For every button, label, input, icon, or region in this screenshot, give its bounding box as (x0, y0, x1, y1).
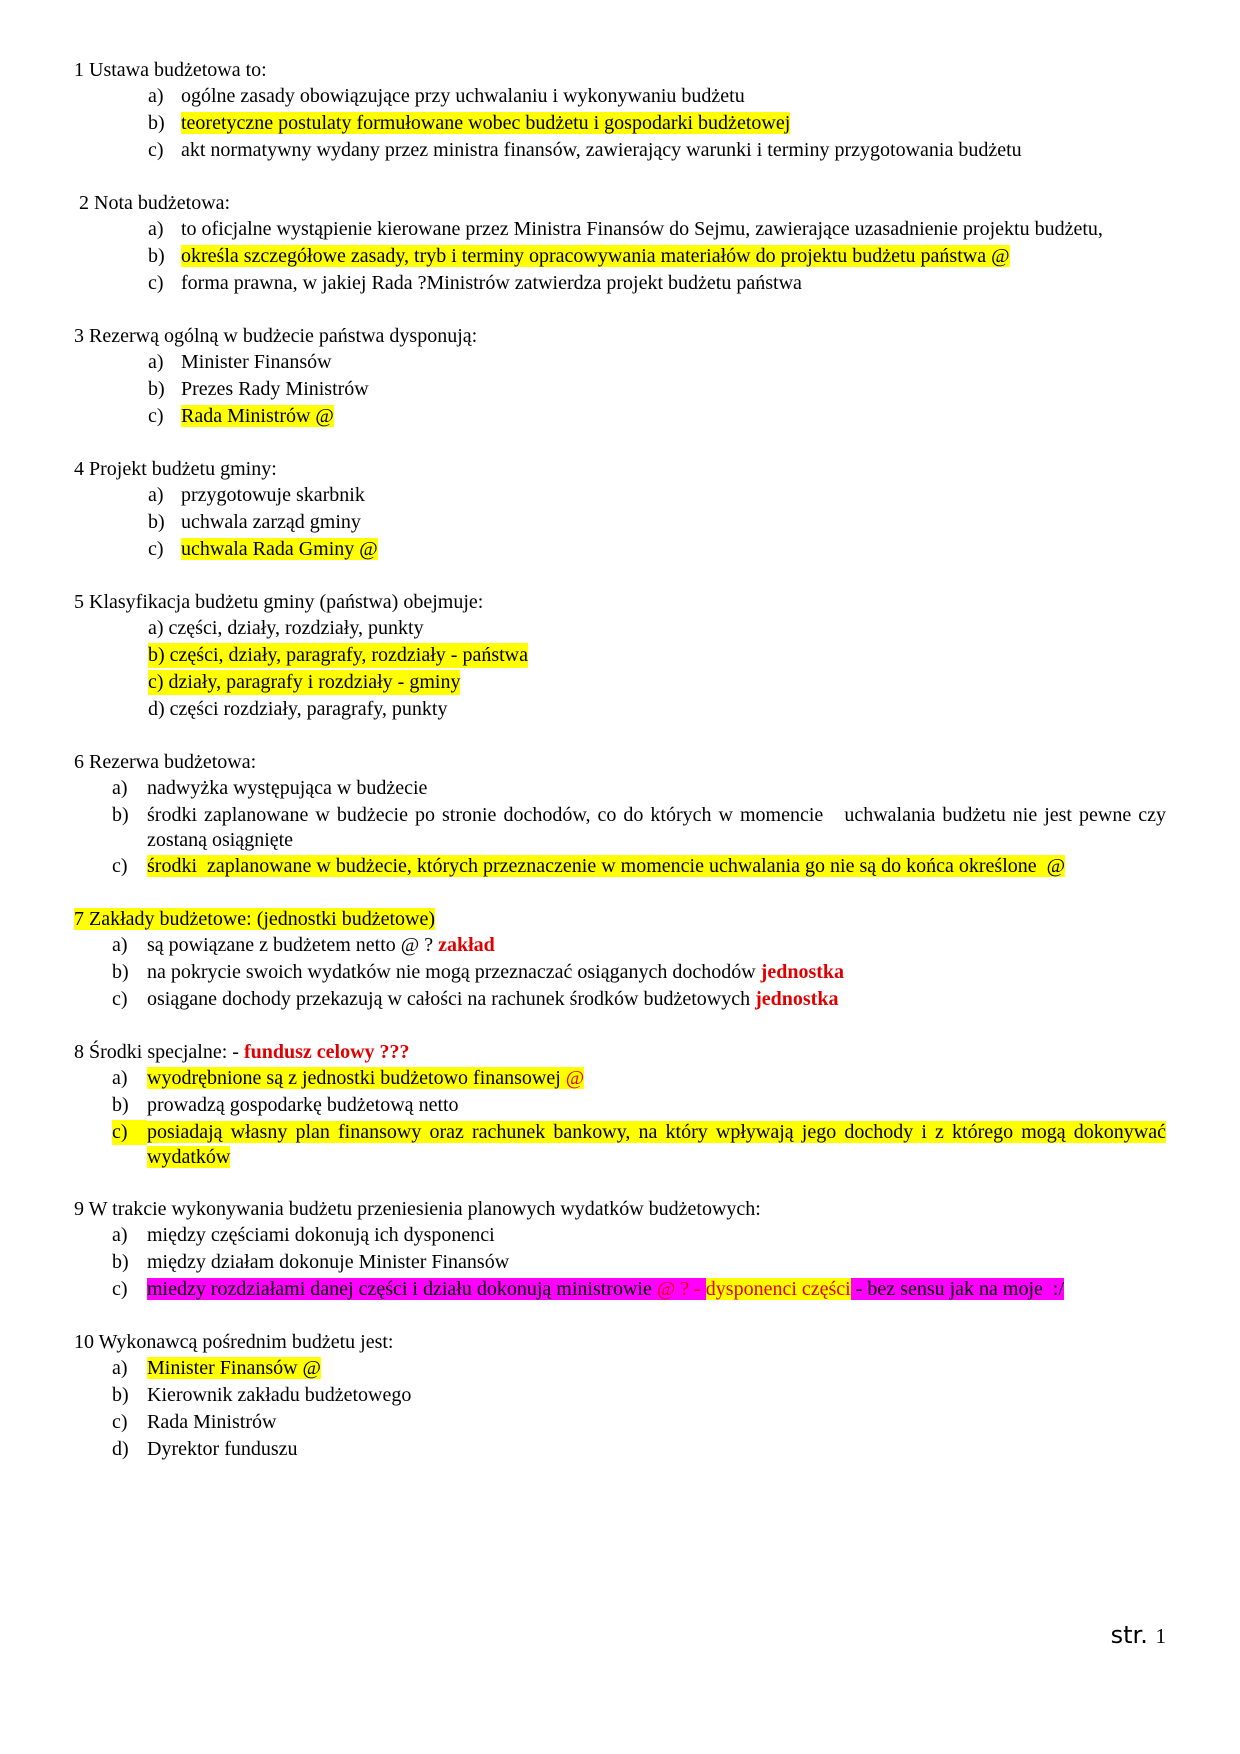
answer-text: Minister Finansów (181, 351, 332, 373)
answer-a (74, 776, 1166, 802)
question-title: 3 Rezerwą ogólną w budżecie państwa dysponują: (74, 325, 478, 347)
answer-text: ogólne zasady obowiązujące przy uchwalaniu i wykonywaniu budżetu (181, 85, 745, 107)
answer-c (74, 138, 1166, 164)
answer-c (74, 271, 1166, 297)
answer-b (74, 960, 1166, 986)
question-10 (74, 1330, 1166, 1463)
title-note: fundusz celowy ??? (243, 1041, 410, 1063)
question-title: 8 Środki specjalne: - fundusz celowy ??? (74, 1041, 410, 1063)
highlighted-answer: posiadają własny plan finansowy oraz rachunek bankowy, na który wpływają jego dochody i z którego mogą dokonywać wydatków (147, 1121, 1166, 1168)
answer-c (74, 1277, 1166, 1303)
answer-text: miedzy rozdziałami danej części i działu dokonują ministrowie @ ? - dysponenci części - bez sensu jak na moje :/ (147, 1278, 1065, 1300)
answer-b (74, 1093, 1166, 1119)
answer-a (74, 84, 1166, 110)
answer-a (74, 1066, 1166, 1092)
answer-text (181, 244, 1166, 269)
question-5 (74, 590, 1166, 723)
answer-mark: @ ? - (656, 1278, 706, 1300)
question-3 (74, 324, 1166, 430)
answer-text: osiągane dochody przekazują w całości na rachunek środków budżetowych jednostka (147, 988, 839, 1010)
answer-label: b) (112, 1251, 129, 1273)
answer-c (74, 987, 1166, 1013)
question-9 (74, 1197, 1166, 1303)
answer-text: d) części rozdziały, paragrafy, punkty (148, 698, 448, 720)
answer-label: b) (112, 1384, 129, 1406)
answer-label: b) (148, 245, 165, 267)
answer-b (74, 1383, 1166, 1409)
answer-label: b) (112, 1094, 129, 1116)
answer-text (147, 1120, 1166, 1170)
answer-label: a) (148, 484, 164, 506)
answer-b (74, 510, 1166, 536)
answer-label: b) (148, 511, 165, 533)
answer-text: są powiązane z budżetem netto @ ? zakład (147, 934, 495, 956)
answer-text: Kierownik zakładu budżetowego (147, 1384, 412, 1406)
answer-c (74, 670, 1166, 696)
answer-label: c) (148, 405, 164, 427)
answer-b (74, 244, 1166, 270)
question-title: 1 Ustawa budżetowa to: (74, 59, 267, 81)
answer-b (74, 111, 1166, 137)
answer-correction: dysponenci części (705, 1278, 851, 1300)
answer-text (147, 1356, 1166, 1381)
answer-label: c) (112, 988, 128, 1010)
answer-note: jednostka (760, 961, 845, 983)
highlighted-answer: środki zaplanowane w budżecie, których przeznaczenie w momencie uchwalania go nie są do końca określone @ (147, 855, 1066, 877)
highlighted-answer: Rada Ministrów @ (181, 405, 334, 427)
answer-c (74, 1410, 1166, 1436)
answer-text: to oficjalne wystąpienie kierowane przez Ministra Finansów do Sejmu, zawierające uzasadnienie projektu budżetu, (181, 218, 1103, 240)
answer-b (74, 1250, 1166, 1276)
answer-note: zakład (438, 934, 495, 956)
answer-label: c) (148, 272, 164, 294)
answer-mark: @ (565, 1067, 585, 1089)
answer-label: c) (148, 538, 164, 560)
answer-a (74, 933, 1166, 959)
answer-text: środki zaplanowane w budżecie po stronie dochodów, co do których w momencie uchwalania budżetu nie jest pewne czy zostaną osiągnięte (147, 804, 1171, 851)
answer-label: b) (148, 112, 165, 134)
answer-text: Dyrektor funduszu (147, 1438, 298, 1460)
answer-a (74, 1223, 1166, 1249)
question-2 (74, 191, 1166, 297)
answer-text: przygotowuje skarbnik (181, 484, 365, 506)
answer-label: c) (112, 1278, 128, 1300)
answer-c (74, 404, 1166, 430)
answer-c (74, 537, 1166, 563)
answer-label: c) (148, 139, 164, 161)
answer-d (74, 697, 1166, 723)
answer-text: a) części, działy, rozdziały, punkty (148, 617, 424, 639)
answer-label: c) (112, 1411, 128, 1433)
question-title: 4 Projekt budżetu gminy: (74, 458, 277, 480)
answer-label: b) (112, 804, 129, 826)
question-6 (74, 750, 1171, 880)
answer-note: jednostka (755, 988, 839, 1010)
answer-b (74, 643, 1166, 669)
answer-a (74, 1356, 1166, 1382)
question-title: 7 Zakłady budżetowe: (jednostki budżetowe) (74, 908, 435, 930)
answer-label: c) (112, 855, 128, 877)
answer-text (147, 854, 1166, 879)
highlighted-answer: c) działy, paragrafy i rozdziały - gminy (148, 671, 461, 693)
question-8 (74, 1040, 1166, 1170)
answer-label: a) (112, 1224, 128, 1246)
answer-text: akt normatywny wydany przez ministra finansów, zawierający warunki i terminy przygotowania budżetu (181, 139, 1022, 161)
answer-text: nadwyżka występująca w budżecie (147, 777, 428, 799)
page-footer (1111, 1621, 1166, 1649)
answer-c (74, 854, 1166, 880)
question-title: 6 Rezerwa budżetowa: (74, 751, 257, 773)
answer-comment: - bez sensu jak na moje :/ (850, 1278, 1065, 1300)
answer-label: a) (112, 777, 128, 799)
answer-label: a) (148, 351, 164, 373)
answer-text: między częściami dokonują ich dysponenci (147, 1224, 495, 1246)
answer-text: forma prawna, w jakiej Rada ?Ministrów zatwierdza projekt budżetu państwa (181, 272, 802, 294)
answer-text: na pokrycie swoich wydatków nie mogą przeznaczać osiąganych dochodów jednostka (147, 961, 845, 983)
answer-label: c) (112, 1120, 147, 1145)
answer-label: a) (148, 218, 164, 240)
answer-text (181, 111, 1166, 136)
answer-text: między działam dokonuje Minister Finansów (147, 1251, 510, 1273)
answer-label: b) (112, 961, 129, 983)
highlighted-answer: Minister Finansów @ (147, 1357, 321, 1379)
question-title: 2 Nota budżetowa: (74, 192, 231, 214)
highlighted-answer: teoretyczne postulaty formułowane wobec budżetu i gospodarki budżetowej (181, 112, 791, 134)
answer-text: wyodrębnione są z jednostki budżetowo finansowej @ (147, 1067, 585, 1089)
answer-text: Rada Ministrów (147, 1411, 277, 1433)
page-number: 1 (1155, 1624, 1166, 1648)
answer-label: a) (112, 1067, 128, 1089)
answer-c (74, 1120, 1166, 1170)
answer-a (74, 483, 1166, 509)
highlighted-answer: określa szczegółowe zasady, tryb i terminy opracowywania materiałów do projektu budżetu państwa @ (181, 245, 1010, 267)
answer-a (74, 350, 1166, 376)
answer-b (74, 803, 1171, 853)
answer-label: a) (112, 1357, 128, 1379)
question-4 (74, 457, 1166, 563)
answer-d (74, 1437, 1166, 1463)
highlighted-answer: b) części, działy, paragrafy, rozdziały - państwa (148, 644, 528, 666)
document-page (74, 58, 1171, 1490)
highlighted-answer: uchwala Rada Gminy @ (181, 538, 378, 560)
answer-label: b) (148, 378, 165, 400)
question-1 (74, 58, 1166, 164)
answer-a (74, 616, 1166, 642)
answer-text: prowadzą gospodarkę budżetową netto (147, 1094, 459, 1116)
page-label: str. (1110, 1621, 1148, 1649)
answer-b (74, 377, 1166, 403)
question-7 (74, 907, 1166, 1013)
question-title: 5 Klasyfikacja budżetu gminy (państwa) obejmuje: (74, 591, 484, 613)
answer-text (181, 404, 1166, 429)
question-title: 9 W trakcie wykonywania budżetu przeniesienia planowych wydatków budżetowych: (74, 1198, 761, 1220)
answer-a (74, 217, 1166, 243)
answer-text: Prezes Rady Ministrów (181, 378, 369, 400)
question-title: 10 Wykonawcą pośrednim budżetu jest: (74, 1331, 394, 1353)
answer-text: uchwala zarząd gminy (181, 511, 361, 533)
answer-text (181, 537, 1166, 562)
answer-label: d) (112, 1438, 129, 1460)
answer-label: a) (148, 85, 164, 107)
answer-label: a) (112, 934, 128, 956)
